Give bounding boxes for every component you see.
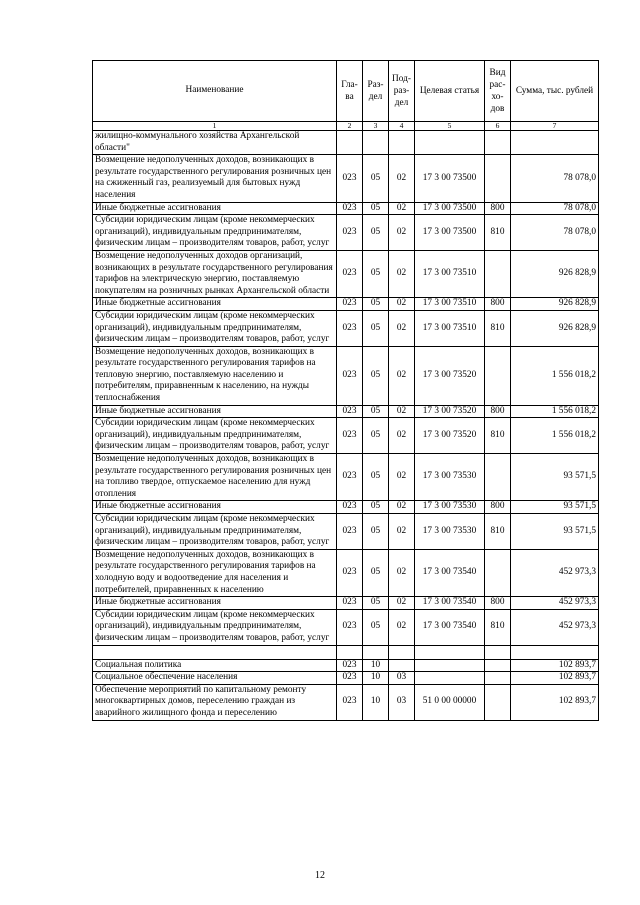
cell-name: Иные бюджетные ассигнования xyxy=(93,298,337,311)
cell-target: 17 3 00 73520 xyxy=(415,418,485,454)
cell-name: Возмещение недополученных доходов, возникающих в результате государственного регулирования тарифов на тепловую энергию, поставляемую населению и потребителям, приравненным к населению, на нужды теплоснабжения xyxy=(93,346,337,405)
cell-glava: 023 xyxy=(337,501,363,514)
cell-vid: 800 xyxy=(485,298,511,311)
cell-sum: 1 556 018,2 xyxy=(511,418,599,454)
cell-name: Иные бюджетные ассигнования xyxy=(93,202,337,215)
cell-razdel: 05 xyxy=(363,346,389,405)
cell-sum: 93 571,5 xyxy=(511,454,599,501)
table-row xyxy=(93,597,599,610)
cell-podrazdel xyxy=(389,645,415,659)
column-number: 5 xyxy=(415,122,485,131)
column-number: 7 xyxy=(511,122,599,131)
table-row xyxy=(93,346,599,405)
table-row xyxy=(93,298,599,311)
cell-podrazdel: 02 xyxy=(389,418,415,454)
cell-sum: 102 893,7 xyxy=(511,684,599,720)
cell-sum xyxy=(511,131,599,155)
cell-vid: 810 xyxy=(485,215,511,251)
cell-glava: 023 xyxy=(337,155,363,202)
page-number: 12 xyxy=(315,870,325,881)
table-row xyxy=(93,684,599,720)
table-row xyxy=(93,155,599,202)
cell-vid: 810 xyxy=(485,609,511,645)
cell-razdel xyxy=(363,131,389,155)
header-glava: Гла-ва xyxy=(337,61,363,122)
cell-glava: 023 xyxy=(337,454,363,501)
budget-table xyxy=(92,60,599,721)
cell-glava: 023 xyxy=(337,405,363,418)
cell-target: 17 3 00 73500 xyxy=(415,202,485,215)
cell-vid xyxy=(485,659,511,672)
column-number-row xyxy=(93,122,599,131)
cell-sum: 926 828,9 xyxy=(511,310,599,346)
cell-vid xyxy=(485,672,511,685)
table-row xyxy=(93,609,599,645)
cell-target: 17 3 00 73510 xyxy=(415,250,485,297)
cell-podrazdel: 02 xyxy=(389,155,415,202)
cell-vid: 800 xyxy=(485,597,511,610)
cell-name: Иные бюджетные ассигнования xyxy=(93,405,337,418)
cell-podrazdel: 02 xyxy=(389,514,415,550)
table-row xyxy=(93,215,599,251)
cell-vid xyxy=(485,549,511,596)
cell-podrazdel: 02 xyxy=(389,202,415,215)
header-sum: Сумма, тыс. рублей xyxy=(511,61,599,122)
cell-vid xyxy=(485,250,511,297)
cell-glava: 023 xyxy=(337,310,363,346)
cell-sum: 452 973,3 xyxy=(511,549,599,596)
cell-sum: 78 078,0 xyxy=(511,155,599,202)
cell-name: Иные бюджетные ассигнования xyxy=(93,597,337,610)
table-row xyxy=(93,549,599,596)
cell-sum: 102 893,7 xyxy=(511,659,599,672)
table-row xyxy=(93,501,599,514)
cell-name: Обеспечение мероприятий по капитальному ремонту многоквартирных домов, переселению граждан из аварийного жилищного фонда и переселению xyxy=(93,684,337,720)
cell-sum: 93 571,5 xyxy=(511,514,599,550)
cell-name: Субсидии юридическим лицам (кроме некоммерческих организаций), индивидуальным предпринимателям, физическим лицам – производителям товаров, работ, услуг xyxy=(93,514,337,550)
cell-sum xyxy=(511,645,599,659)
column-number: 3 xyxy=(363,122,389,131)
cell-glava: 023 xyxy=(337,215,363,251)
cell-target xyxy=(415,131,485,155)
table-body xyxy=(93,131,599,721)
cell-target: 17 3 00 73540 xyxy=(415,597,485,610)
cell-razdel: 05 xyxy=(363,454,389,501)
cell-glava: 023 xyxy=(337,597,363,610)
cell-glava: 023 xyxy=(337,418,363,454)
table-row xyxy=(93,418,599,454)
cell-sum: 926 828,9 xyxy=(511,298,599,311)
cell-razdel: 05 xyxy=(363,155,389,202)
column-number: 6 xyxy=(485,122,511,131)
cell-glava: 023 xyxy=(337,609,363,645)
header-row xyxy=(93,61,599,122)
cell-razdel: 05 xyxy=(363,418,389,454)
cell-sum: 78 078,0 xyxy=(511,202,599,215)
cell-name: Социальное обеспечение населения xyxy=(93,672,337,685)
cell-sum: 1 556 018,2 xyxy=(511,405,599,418)
cell-razdel: 10 xyxy=(363,684,389,720)
cell-podrazdel: 02 xyxy=(389,310,415,346)
cell-target: 17 3 00 73510 xyxy=(415,310,485,346)
cell-podrazdel: 02 xyxy=(389,215,415,251)
column-number: 1 xyxy=(93,122,337,131)
cell-name: жилищно-коммунального хозяйства Архангельской области" xyxy=(93,131,337,155)
cell-sum: 78 078,0 xyxy=(511,215,599,251)
cell-vid: 810 xyxy=(485,514,511,550)
cell-razdel: 05 xyxy=(363,501,389,514)
cell-target xyxy=(415,672,485,685)
cell-vid xyxy=(485,454,511,501)
cell-target: 17 3 00 73540 xyxy=(415,549,485,596)
cell-name: Иные бюджетные ассигнования xyxy=(93,501,337,514)
cell-glava: 023 xyxy=(337,672,363,685)
cell-vid xyxy=(485,155,511,202)
cell-sum: 452 973,3 xyxy=(511,597,599,610)
header-razdel: Раз-дел xyxy=(363,61,389,122)
header-name: Наименование xyxy=(93,61,337,122)
cell-podrazdel xyxy=(389,131,415,155)
cell-vid: 810 xyxy=(485,310,511,346)
cell-target xyxy=(415,645,485,659)
table-row xyxy=(93,405,599,418)
cell-name xyxy=(93,645,337,659)
cell-podrazdel: 02 xyxy=(389,549,415,596)
cell-vid: 800 xyxy=(485,501,511,514)
cell-razdel: 05 xyxy=(363,597,389,610)
cell-name: Возмещение недополученных доходов организаций, возникающих в результате государственного регулирования тарифов на электрическую энергию, поставляемую покупателям на розничных рынках Архангельской области xyxy=(93,250,337,297)
cell-podrazdel: 02 xyxy=(389,597,415,610)
cell-glava: 023 xyxy=(337,659,363,672)
cell-glava: 023 xyxy=(337,202,363,215)
table-row xyxy=(93,514,599,550)
cell-podrazdel: 02 xyxy=(389,501,415,514)
table-row xyxy=(93,310,599,346)
cell-podrazdel: 02 xyxy=(389,298,415,311)
cell-name: Субсидии юридическим лицам (кроме некоммерческих организаций), индивидуальным предпринимателям, физическим лицам – производителям товаров, работ, услуг xyxy=(93,215,337,251)
cell-target xyxy=(415,659,485,672)
cell-vid: 800 xyxy=(485,405,511,418)
cell-target: 17 3 00 73520 xyxy=(415,346,485,405)
cell-name: Субсидии юридическим лицам (кроме некоммерческих организаций), индивидуальным предпринимателям, физическим лицам – производителям товаров, работ, услуг xyxy=(93,418,337,454)
cell-vid xyxy=(485,684,511,720)
cell-vid xyxy=(485,645,511,659)
cell-name: Субсидии юридическим лицам (кроме некоммерческих организаций), индивидуальным предпринимателям, физическим лицам – производителям товаров, работ, услуг xyxy=(93,609,337,645)
cell-razdel: 05 xyxy=(363,310,389,346)
cell-target: 17 3 00 73520 xyxy=(415,405,485,418)
cell-name: Социальная политика xyxy=(93,659,337,672)
header-vid: Вид рас-хо-дов xyxy=(485,61,511,122)
table-row xyxy=(93,645,599,659)
cell-podrazdel: 03 xyxy=(389,684,415,720)
cell-sum: 93 571,5 xyxy=(511,501,599,514)
cell-razdel: 05 xyxy=(363,298,389,311)
cell-target: 17 3 00 73500 xyxy=(415,155,485,202)
cell-target: 17 3 00 73530 xyxy=(415,454,485,501)
cell-sum: 926 828,9 xyxy=(511,250,599,297)
cell-name: Возмещение недополученных доходов, возникающих в результате государственного регулирования тарифов на холодную воду и водоотведение для населения и потребителей, приравненных к населению xyxy=(93,549,337,596)
cell-podrazdel: 02 xyxy=(389,454,415,501)
cell-name: Субсидии юридическим лицам (кроме некоммерческих организаций), индивидуальным предпринимателям, физическим лицам – производителям товаров, работ, услуг xyxy=(93,310,337,346)
cell-podrazdel: 02 xyxy=(389,609,415,645)
cell-glava: 023 xyxy=(337,684,363,720)
table-row xyxy=(93,131,599,155)
cell-razdel: 05 xyxy=(363,549,389,596)
cell-razdel: 05 xyxy=(363,215,389,251)
table-row xyxy=(93,672,599,685)
cell-razdel xyxy=(363,645,389,659)
cell-glava: 023 xyxy=(337,298,363,311)
cell-target: 17 3 00 73500 xyxy=(415,215,485,251)
cell-glava: 023 xyxy=(337,346,363,405)
cell-target: 17 3 00 73510 xyxy=(415,298,485,311)
cell-razdel: 05 xyxy=(363,609,389,645)
cell-name: Возмещение недополученных доходов, возникающих в результате государственного регулирования розничных цен на топливо твердое, отпускаемое населению для нужд отопления xyxy=(93,454,337,501)
table-row xyxy=(93,659,599,672)
table-row xyxy=(93,250,599,297)
cell-target: 17 3 00 73540 xyxy=(415,609,485,645)
cell-podrazdel xyxy=(389,659,415,672)
cell-podrazdel: 02 xyxy=(389,346,415,405)
cell-vid xyxy=(485,131,511,155)
cell-podrazdel: 02 xyxy=(389,250,415,297)
cell-glava: 023 xyxy=(337,250,363,297)
cell-razdel: 05 xyxy=(363,405,389,418)
cell-glava xyxy=(337,645,363,659)
cell-razdel: 10 xyxy=(363,659,389,672)
cell-glava: 023 xyxy=(337,549,363,596)
column-number: 4 xyxy=(389,122,415,131)
cell-podrazdel: 02 xyxy=(389,405,415,418)
header-target: Целевая статья xyxy=(415,61,485,122)
cell-razdel: 05 xyxy=(363,514,389,550)
cell-podrazdel: 03 xyxy=(389,672,415,685)
table-row xyxy=(93,202,599,215)
header-podrazdel: Под-раз-дел xyxy=(389,61,415,122)
cell-sum: 1 556 018,2 xyxy=(511,346,599,405)
cell-target: 51 0 00 00000 xyxy=(415,684,485,720)
cell-razdel: 10 xyxy=(363,672,389,685)
column-number: 2 xyxy=(337,122,363,131)
cell-razdel: 05 xyxy=(363,202,389,215)
cell-sum: 452 973,3 xyxy=(511,609,599,645)
cell-vid: 810 xyxy=(485,418,511,454)
cell-vid: 800 xyxy=(485,202,511,215)
cell-glava xyxy=(337,131,363,155)
cell-razdel: 05 xyxy=(363,250,389,297)
cell-glava: 023 xyxy=(337,514,363,550)
table-row xyxy=(93,454,599,501)
cell-vid xyxy=(485,346,511,405)
cell-target: 17 3 00 73530 xyxy=(415,514,485,550)
cell-sum: 102 893,7 xyxy=(511,672,599,685)
cell-target: 17 3 00 73530 xyxy=(415,501,485,514)
cell-name: Возмещение недополученных доходов, возникающих в результате государственного регулирования розничных цен на сжиженный газ, реализуемый для бытовых нужд населения xyxy=(93,155,337,202)
